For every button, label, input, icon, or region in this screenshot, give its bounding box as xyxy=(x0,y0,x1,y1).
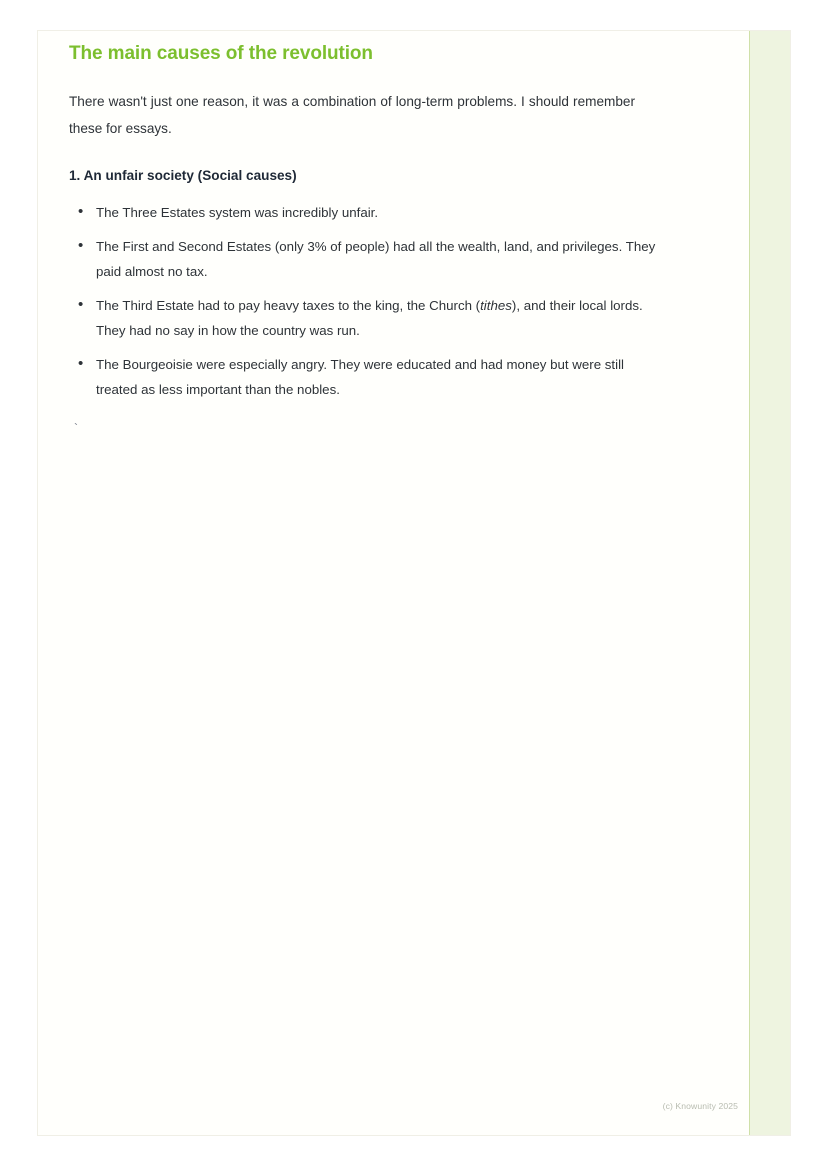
section-heading: 1. An unfair society (Social causes) xyxy=(69,167,297,183)
list-item-text: The Three Estates system was incredibly unfair. xyxy=(96,204,379,220)
list-item xyxy=(69,352,656,402)
page-title: The main causes of the revolution xyxy=(69,43,373,64)
list-item-text: The Third Estate had to pay heavy taxes to the king, the Church ( xyxy=(96,297,481,313)
list-item-text: The First and Second Estates (only 3% of people) had all the wealth, land, and privileges. They paid almost no tax. xyxy=(96,238,656,279)
page-margin-strip xyxy=(749,31,790,1135)
list-item-text: The Bourgeoisie were especially angry. They were educated and had money but were still treated as less important than the nobles. xyxy=(96,356,624,397)
list-item xyxy=(69,200,656,225)
list-item-emphasis: tithes xyxy=(480,297,512,313)
list-item-text-tail: ), and their local lords. They had no say in how the country was run. xyxy=(96,297,643,338)
list-item xyxy=(69,293,656,343)
document-content xyxy=(69,42,669,435)
intro-paragraph: There wasn't just one reason, it was a combination of long-term problems. I should remember these for essays. xyxy=(69,93,635,136)
list-item xyxy=(69,234,656,284)
stray-backtick-mark: ` xyxy=(74,420,78,435)
footer-credit: (c) Knowunity 2025 xyxy=(662,1101,738,1111)
document-page xyxy=(38,31,790,1135)
causes-list xyxy=(69,200,669,402)
